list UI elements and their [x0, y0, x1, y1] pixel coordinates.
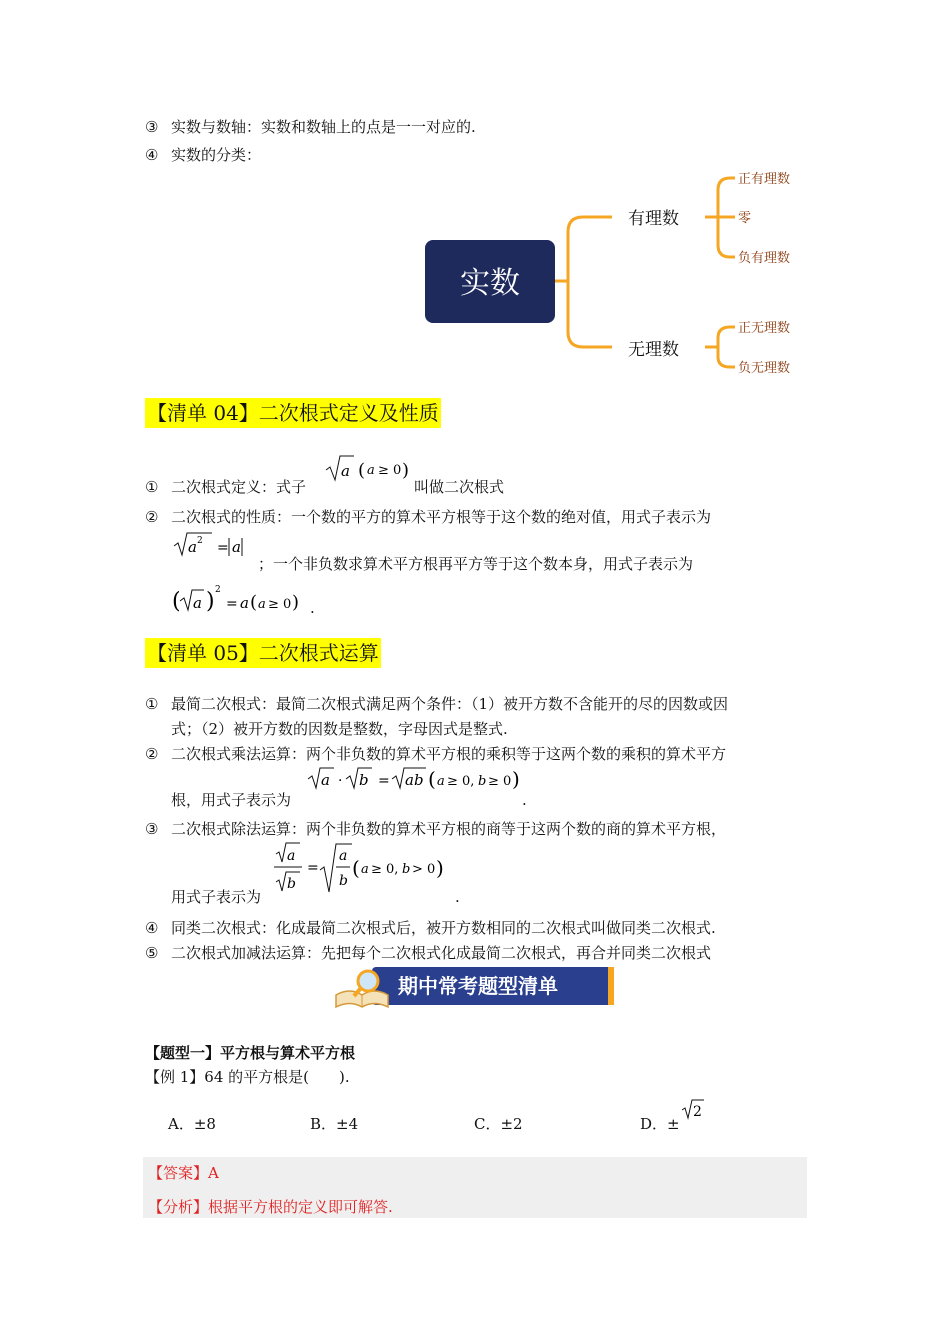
svg-text:(: ( — [358, 460, 366, 481]
analysis-text: 根据平方根的定义即可解答. — [208, 1198, 393, 1216]
option-value: ±8 — [193, 1115, 216, 1133]
option-label: D． — [640, 1115, 668, 1133]
svg-text:2: 2 — [693, 1104, 702, 1120]
svg-text:> 0: > 0 — [412, 862, 436, 877]
section-05-item-5 — [145, 943, 711, 963]
svg-text:a: a — [240, 594, 249, 612]
real-number-classification-mindmap — [420, 160, 820, 385]
option-label: B． — [310, 1115, 337, 1133]
option-a[interactable] — [168, 1114, 216, 1134]
svg-text:b: b — [402, 862, 411, 877]
sqrt-a-formula — [322, 452, 414, 486]
sqrt-a-square-formula — [170, 580, 310, 616]
example-question: 【例 1】64 的平方根是( ). — [145, 1068, 350, 1086]
svg-text:): ) — [436, 856, 444, 880]
item-text: 实数的分类： — [171, 146, 262, 164]
branch-positive-rational — [705, 178, 735, 217]
answer-line — [148, 1163, 219, 1183]
svg-text:b: b — [478, 774, 487, 789]
item-text: 同类二次根式：化成最简二次根式后，被开方数相同的二次根式叫做同类二次根式. — [171, 919, 716, 937]
section-05-title: 【清单 05】二次根式运算 — [145, 638, 381, 668]
item-text: 二次根式的性质：一个数的平方的算术平方根等于这个数的绝对值，用式子表示为 — [171, 508, 712, 526]
svg-text:≥ 0: ≥ 0 — [488, 774, 512, 789]
item-number: ③ — [145, 118, 159, 136]
mindmap-rational-label: 有理数 — [628, 209, 679, 229]
svg-text:a: a — [339, 848, 348, 864]
real-numbers-item-3 — [145, 117, 476, 137]
svg-text:≥ 0,: ≥ 0, — [447, 774, 475, 789]
svg-text:a: a — [188, 538, 197, 556]
section-04-item-1-post: 叫做二次根式 — [414, 478, 505, 496]
branch-to-rational — [555, 217, 612, 281]
item-number: ⑤ — [145, 944, 159, 962]
item-text: 二次根式乘法运算：两个非负数的算术平方根的乘积等于这两个数的乘积的算术平方 — [171, 745, 727, 763]
svg-text:a: a — [232, 538, 241, 556]
svg-text:ab: ab — [405, 771, 424, 789]
branch-negative-irrational — [718, 347, 735, 367]
svg-text:=: = — [307, 860, 319, 876]
option-c[interactable] — [474, 1114, 523, 1134]
svg-text:=: = — [217, 540, 229, 556]
banner-accent-bar — [608, 967, 614, 1005]
svg-text:(: ( — [428, 767, 436, 791]
svg-text:a: a — [193, 594, 202, 612]
exam-question-banner — [332, 963, 614, 1013]
question-type-title: 【题型一】平方根与算术平方根 — [145, 1044, 356, 1062]
section-05-item-3-line2: 用式子表示为 — [171, 888, 262, 906]
svg-text:a: a — [258, 597, 266, 612]
svg-text:): ) — [206, 589, 215, 614]
section-05-item-1 — [145, 694, 728, 714]
section-04-title: 【清单 04】二次根式定义及性质 — [145, 398, 441, 428]
leaf-positive-rational: 正有理数 — [738, 172, 791, 187]
book-magnifier-icon — [332, 967, 392, 1013]
item-number: ① — [145, 695, 159, 713]
svg-text:b: b — [339, 873, 348, 889]
section-05-item-4 — [145, 918, 716, 938]
option-value: ±2 — [500, 1115, 523, 1133]
option-b[interactable] — [310, 1114, 358, 1134]
analysis-line — [148, 1197, 393, 1217]
branch-positive-irrational — [705, 327, 735, 347]
sqrt-a-squared-formula — [172, 530, 252, 560]
item-number: ③ — [145, 820, 159, 838]
section-04-item-1 — [145, 477, 306, 497]
leaf-positive-irrational: 正无理数 — [738, 321, 791, 336]
branch-to-irrational — [568, 281, 612, 347]
svg-text:(: ( — [352, 856, 360, 880]
formula-tail-period: . — [522, 791, 527, 809]
analysis-label: 【分析】 — [148, 1198, 209, 1216]
item-number: ④ — [145, 919, 159, 937]
section-05-item-3 — [145, 819, 726, 839]
svg-text:=: = — [226, 596, 238, 612]
formula-tail-period: . — [455, 888, 460, 906]
leaf-negative-irrational: 负无理数 — [738, 361, 791, 376]
svg-text:): ) — [292, 592, 300, 613]
option-label: A． — [168, 1115, 194, 1133]
svg-text:·: · — [338, 773, 343, 789]
svg-text:2: 2 — [197, 536, 203, 546]
svg-text:b: b — [359, 771, 369, 789]
svg-text:≥ 0: ≥ 0 — [268, 597, 292, 612]
svg-text:): ) — [512, 767, 520, 791]
option-value: ±4 — [336, 1115, 359, 1133]
svg-text:(: ( — [172, 589, 181, 614]
section-05-item-2 — [145, 744, 726, 764]
item-text: 二次根式除法运算：两个非负数的算术平方根的商等于这两个数的商的算术平方根， — [171, 820, 727, 838]
answer-label: 【答案】 — [148, 1164, 209, 1182]
leaf-zero: 零 — [738, 211, 752, 226]
svg-text:a: a — [341, 462, 350, 480]
option-d[interactable] — [640, 1114, 680, 1134]
sqrt-2-symbol — [680, 1098, 706, 1122]
banner-title: 期中常考题型清单 — [398, 974, 558, 998]
item-number: ① — [145, 478, 159, 496]
formula-tail-period: . — [310, 599, 315, 617]
svg-text:≥ 0,: ≥ 0, — [371, 862, 399, 877]
option-label: C． — [474, 1115, 501, 1133]
svg-text:(: ( — [250, 592, 258, 613]
svg-text:a: a — [437, 774, 445, 789]
section-05-item-2-line2: 根，用式子表示为 — [171, 791, 292, 809]
item-number: ② — [145, 508, 159, 526]
svg-text:a: a — [367, 463, 375, 478]
svg-text:=: = — [378, 773, 390, 789]
item-text: 二次根式加减法运算：先把每个二次根式化成最简二次根式，再合并同类二次根式 — [171, 944, 712, 962]
svg-text:2: 2 — [215, 585, 221, 595]
section-05-item-1-line2: 式；（2）被开方数的因数是整数，字母因式是整式. — [171, 720, 508, 738]
svg-text:): ) — [402, 460, 410, 481]
item-text-pre: 二次根式定义：式子 — [171, 478, 307, 496]
item-number: ④ — [145, 146, 159, 164]
mindmap-irrational-label: 无理数 — [628, 340, 679, 360]
mindmap-root-label: 实数 — [460, 266, 520, 301]
sqrt-division-formula — [272, 840, 462, 896]
option-value: ± — [667, 1115, 680, 1133]
item-text: 实数与数轴：实数和数轴上的点是一一对应的. — [171, 118, 476, 136]
section-04-item-2 — [145, 507, 711, 527]
answer-value: A — [208, 1164, 219, 1182]
real-numbers-item-4 — [145, 145, 261, 165]
svg-text:a: a — [361, 862, 369, 877]
section-04-item-2-line2: ；一个非负数求算术平方根再平方等于这个数本身，用式子表示为 — [258, 555, 694, 573]
item-number: ② — [145, 745, 159, 763]
sqrt-multiplication-formula — [306, 764, 526, 796]
branch-negative-rational — [718, 217, 735, 257]
svg-text:≥ 0: ≥ 0 — [378, 463, 402, 478]
svg-text:a: a — [321, 771, 330, 789]
item-text: 最简二次根式：最简二次根式满足两个条件：（1）被开方数不含能开的尽的因数或因 — [171, 695, 729, 713]
svg-text:a: a — [287, 848, 296, 864]
svg-text:b: b — [287, 876, 296, 892]
leaf-negative-rational: 负有理数 — [738, 251, 791, 266]
